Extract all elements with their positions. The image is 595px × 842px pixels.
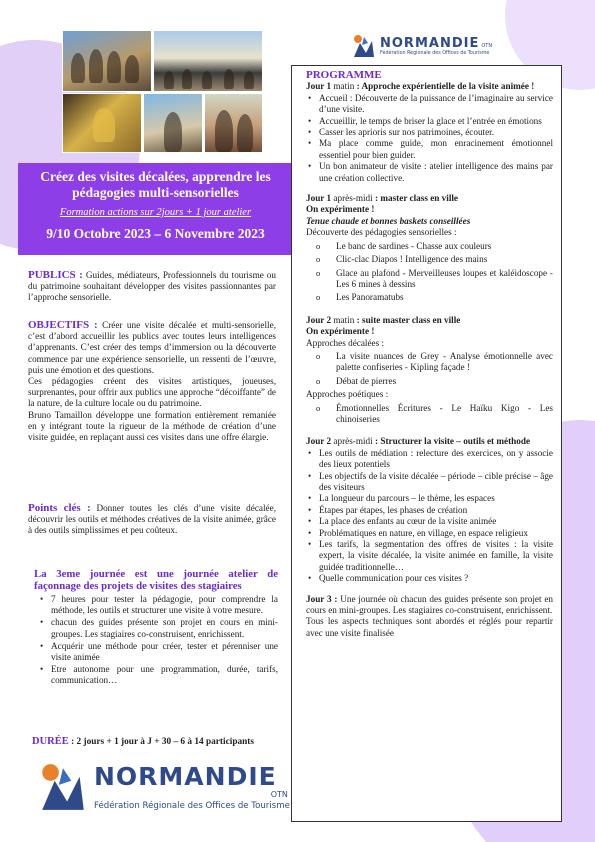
publics-label: PUBLICS : xyxy=(28,269,83,281)
day2-afternoon-heading: Jour 2 après-midi : Structurer la visite – outils et méthode xyxy=(306,436,531,447)
day2-afternoon-list xyxy=(306,448,553,585)
normandie-logo-bottom xyxy=(38,760,290,814)
normandie-logo-mark-icon xyxy=(352,33,376,59)
day2-morning-sub: On expérimente ! xyxy=(306,326,375,337)
logo-federation: Fédération Régionale des Offices de Tourisme xyxy=(380,51,490,56)
points-cles-section xyxy=(28,503,276,537)
logo-federation: Fédération Régionale des Offices de Tourisme xyxy=(94,800,290,811)
training-dates: 9/10 Octobre 2023 – 6 Novembre 2023 xyxy=(46,226,265,241)
programme-box xyxy=(291,65,562,822)
list-item: • La longueur du parcours – le thème, les espaces xyxy=(306,493,553,504)
objectifs-paragraph-3: Bruno Tamaillon développe une formation entièrement remaniée en y intégrant toute la rigueur de la méthode de création d’une visite guidée, en replaçant aussi ces visites dans une offre élargie. xyxy=(28,409,276,443)
list-item: o Le banc de sardines - Chasse aux couleurs xyxy=(310,241,553,252)
day2-morning-intro1: Approches décalées : xyxy=(306,337,385,348)
list-item: • La place des enfants au cœur de la visite animée xyxy=(306,516,553,527)
photo-guide-visit xyxy=(204,93,263,153)
list-item: • Les tarifs, la segmentation des offres de visites : la visite expert, la visite décalée, la visite animée en famille, la visite guidée traditionnelle… xyxy=(306,539,553,573)
normandie-logo-mark-icon xyxy=(38,760,88,814)
list-item: • Ma place comme guide, mon enracinement émotionnel essentiel pour bien guider. xyxy=(306,138,553,161)
normandie-logo-top xyxy=(352,33,492,59)
atelier-title: La 3eme journée est une journée atelier de façonnage des projets de visites des stagiaires xyxy=(34,568,278,592)
points-cles-text: Donner toutes les clés d’une visite décalée, découvrir les outils et méthodes créatives de la visite animée, grâce à des outils simplissimes et peu coûteux. xyxy=(28,503,276,536)
publics-text: Guides, médiateurs, Professionnels du tourisme ou du patrimoine souhaitant développer des visites passionnantes par l’approche sensorielle. xyxy=(28,270,276,303)
day1-morning-heading: Jour 1 matin : Approche expérientielle de la visite animée ! xyxy=(306,81,535,92)
programme-title: PROGRAMME xyxy=(306,69,382,81)
points-cles-label: Points clés : xyxy=(28,502,91,514)
day1-afternoon-intro: Découverte des pédagogies sensorielles : xyxy=(306,227,457,238)
publics-section xyxy=(28,270,276,304)
list-item: • Problématiques en nature, en village, en espace religieux xyxy=(306,528,553,539)
list-item: • Etre autonome pour une programmation, durée, tarifs, communication… xyxy=(38,664,278,686)
list-item: • Quelle communication pour ces visites ? xyxy=(306,573,553,584)
logo-name: NORMANDIE xyxy=(94,761,277,791)
duree-line xyxy=(32,736,282,747)
day2-morning-intro2: Approches poétiques : xyxy=(306,389,389,400)
header-banner xyxy=(18,163,293,255)
day3-label: Jour 3 : xyxy=(306,593,338,604)
photo-sensory-box xyxy=(62,93,142,153)
day3-text: Une journée où chacun des guides présente son projet en cours en mini-groupes. Les stagiaires co-construisent, enrichissent. xyxy=(306,593,554,616)
day2-morning-heading: Jour 2 matin : suite master class en ville xyxy=(306,314,461,325)
objectifs-text: Créer une visite décalée et multi-sensorielle, c’est d’abord accueillir les publics avec toutes leurs intelligences d’apprenants. C’est créer des temps d’immersion ou la découverte commence par une expérience sensorielle, un ressenti de l’œuvre, puis une émotion et des questions. xyxy=(28,320,276,375)
list-item: • Un bon animateur de visite : atelier intelligence des mains par une création collective. xyxy=(306,161,553,184)
day1-morning-list xyxy=(306,93,553,184)
day1-afternoon-sub: On expérimente ! xyxy=(306,204,375,215)
page-subtitle: Formation actions sur 2jours + 1 jour atelier xyxy=(59,207,252,218)
list-item: o Les Panoramatubs xyxy=(310,292,553,303)
day1-afternoon-dress-note: Tenue chaude et bonnes baskets conseillées xyxy=(306,215,471,226)
list-item: • Casser les aprioris sur nos patrimoines, écouter. xyxy=(306,127,553,138)
list-item: • Accueillir, le temps de briser la glace et l’entrée en émotions xyxy=(306,116,553,127)
list-item: • Acquérir une méthode pour créer, tester et pérenniser une visite animée xyxy=(38,641,278,663)
list-item: o La visite nuances de Grey - Analyse émotionnelle avec palette confiseries - Kipling façade ! xyxy=(310,351,553,374)
list-item: • Les outils de médiation : relecture des exercices, on y associe des lieux potentiels xyxy=(306,448,553,471)
day2-morning-list2 xyxy=(306,403,553,426)
duree-text: : 2 jours + 1 jour à J + 30 – 6 à 14 participants xyxy=(68,737,255,747)
logo-name: NORMANDIE xyxy=(380,36,480,51)
list-item: o Clic-clac Diapos ! Intelligence des mains xyxy=(310,254,553,265)
day1-afternoon-list xyxy=(306,241,553,304)
logo-otn: OTN xyxy=(481,43,493,49)
day3-paragraph-2: Tous les aspects techniques sont abordés et réglés pour repartir avec une visite finalisée xyxy=(306,616,553,638)
objectifs-label: OBJECTIFS : xyxy=(28,319,98,331)
day3-section xyxy=(306,594,553,617)
atelier-list xyxy=(38,594,278,687)
page-title: Créez des visites décalées, apprendre les pédagogies multi-sensorielles xyxy=(40,169,271,200)
list-item: • chacun des guides présente son projet en cours en mini-groupes. Les stagiaires co-construisent, enrichissent. xyxy=(38,617,278,639)
atelier-section xyxy=(34,568,278,688)
objectifs-section xyxy=(28,320,276,443)
objectifs-paragraph-2: Ces pédagogies créent des visites artistiques, joueuses, surprenantes, pour offrir aux publics une approche “décoiffante” de la nature, de la culture locale ou du patrimoine. xyxy=(28,376,276,409)
list-item: o Débat de pierres xyxy=(310,376,553,387)
list-item: o Glace au plafond - Merveilleuses loupes et kaléidoscope - Les 6 mines à dessins xyxy=(310,268,553,291)
photo-child-heritage xyxy=(143,93,203,153)
list-item: • Étapes par étapes, les phases de création xyxy=(306,505,553,516)
list-item: o Émotionnelles Écritures - Le Haïku Kigo - Les chinoiseries xyxy=(310,403,553,426)
list-item: • 7 heures pour tester la pédagogie, pour comprendre la méthode, les outils et structurer une visite à votre mesure. xyxy=(38,594,278,616)
day1-afternoon-heading: Jour 1 après-midi : master class en ville xyxy=(306,193,459,204)
list-item: • Accueil : Découverte de la puissance de l’imaginaire au service d’une visite. xyxy=(306,93,553,116)
logo-otn: OTN xyxy=(270,789,288,799)
list-item: • Les objectifs de la visite décalée – période – cible précise – âge des visiteurs xyxy=(306,471,553,494)
photo-group-selfie xyxy=(62,30,152,92)
duree-label: DURÉE xyxy=(32,736,69,747)
day2-morning-list1 xyxy=(306,351,553,387)
photo-castle-visitors xyxy=(153,30,263,92)
